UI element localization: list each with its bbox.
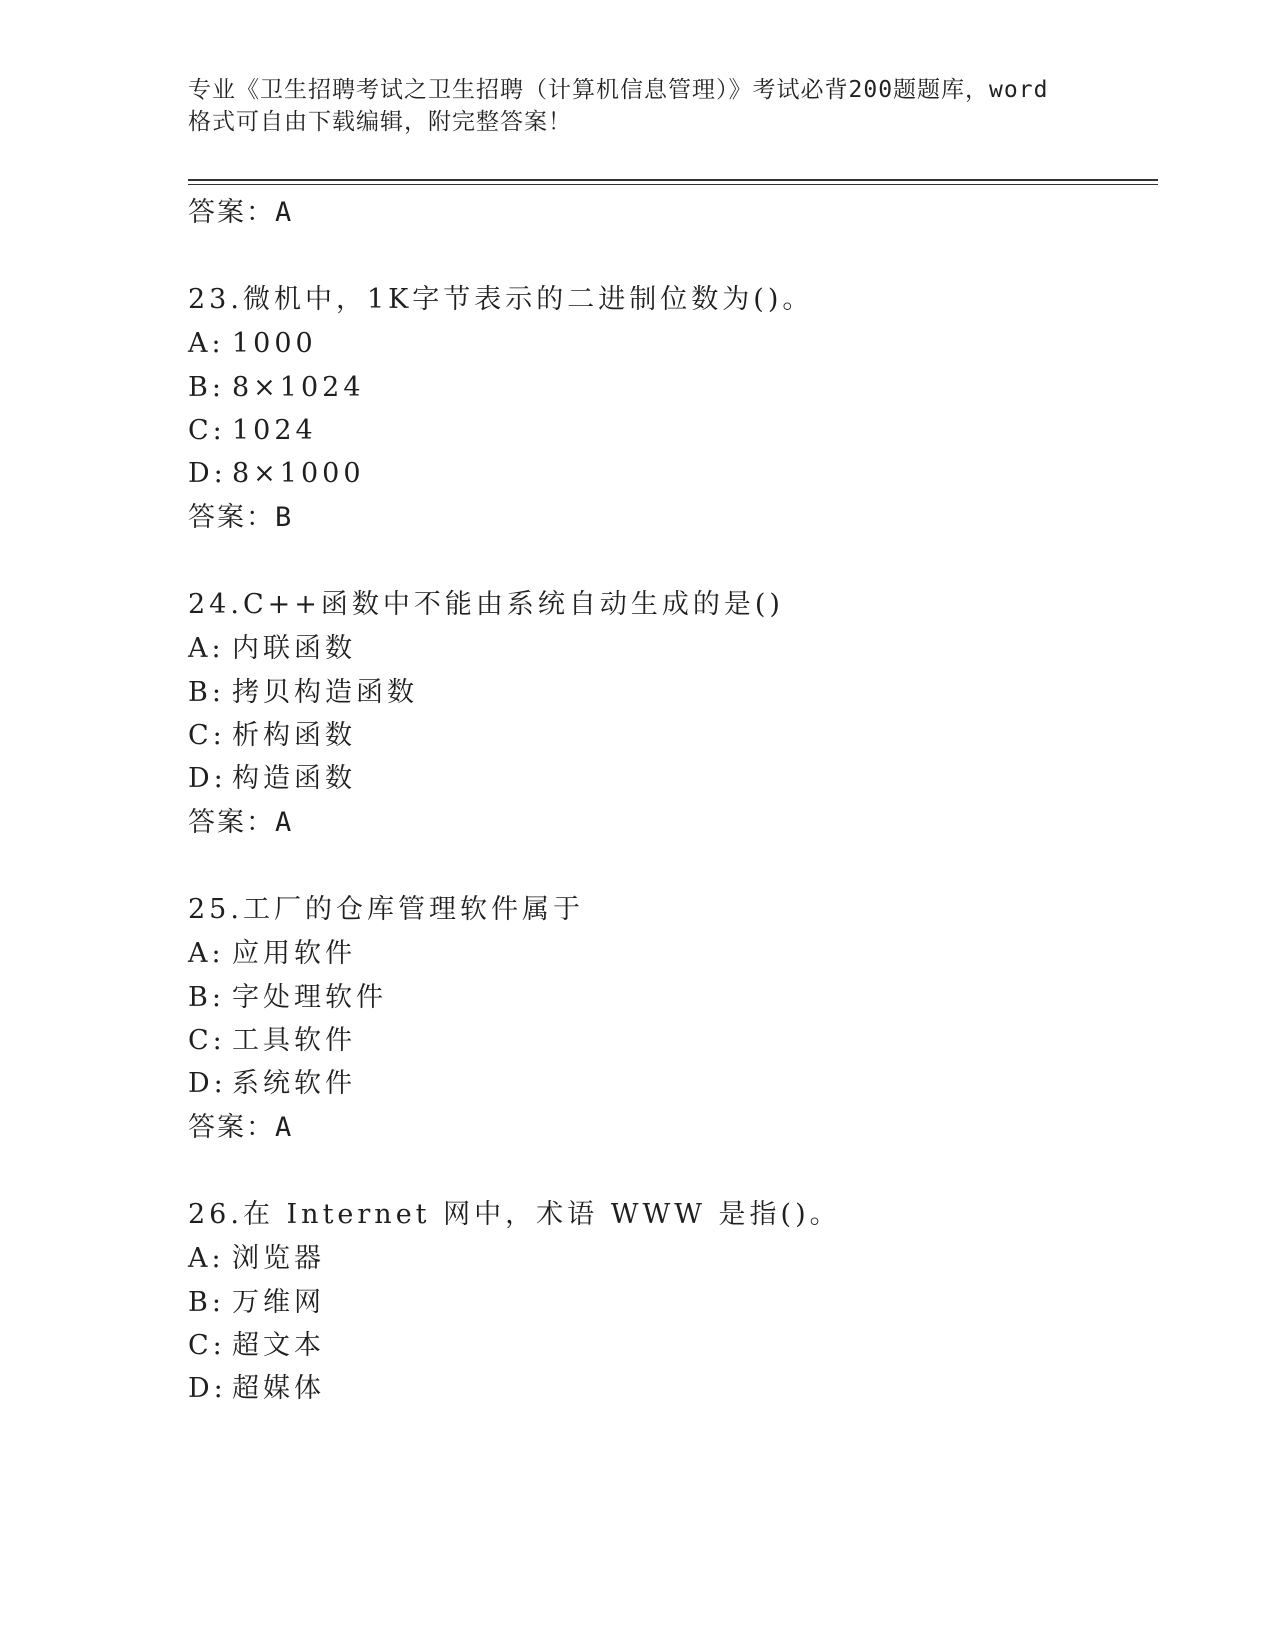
answer-line: 答案：A — [188, 807, 294, 838]
option-key: B: — [188, 982, 225, 1013]
header-divider-thick — [188, 179, 1158, 181]
option-text: 万维网 — [232, 1287, 325, 1318]
option-text: 拷贝构造函数 — [232, 677, 418, 708]
option-text: 应用软件 — [232, 938, 356, 969]
option-c — [188, 1024, 356, 1058]
option-a — [188, 1242, 325, 1276]
option-key: A: — [188, 328, 225, 359]
option-key: D: — [188, 1373, 227, 1404]
option-text: 字处理软件 — [232, 982, 387, 1013]
option-b — [188, 371, 365, 405]
option-d — [188, 1067, 356, 1101]
option-text: 构造函数 — [232, 763, 356, 794]
option-a — [188, 327, 317, 361]
option-a — [188, 937, 356, 971]
option-key: A: — [188, 938, 225, 969]
option-a — [188, 632, 356, 666]
option-text: 超文本 — [232, 1330, 325, 1361]
option-text: 析构函数 — [232, 720, 356, 751]
option-key: C: — [188, 415, 226, 446]
option-text: 工具软件 — [232, 1025, 356, 1056]
option-d — [188, 457, 365, 491]
option-d — [188, 762, 356, 796]
option-key: D: — [188, 1068, 227, 1099]
option-key: B: — [188, 372, 225, 403]
option-key: B: — [188, 1287, 225, 1318]
option-text: 8×1000 — [232, 458, 365, 489]
option-key: A: — [188, 633, 225, 664]
answer-line: 答案：A — [188, 1112, 294, 1143]
question-stem: 26.在 Internet 网中，术语 WWW 是指()。 — [188, 1199, 841, 1230]
option-b — [188, 676, 418, 710]
option-key: D: — [188, 763, 227, 794]
header-divider-thin — [188, 184, 1158, 185]
option-key: D: — [188, 458, 227, 489]
answer-line: 答案：B — [188, 502, 294, 533]
document-header — [188, 74, 1088, 138]
header-line-1: 专业《卫生招聘考试之卫生招聘（计算机信息管理）》考试必背200题题库，word — [188, 77, 1049, 103]
option-text: 8×1024 — [232, 372, 365, 403]
option-key: C: — [188, 1025, 226, 1056]
option-text: 内联函数 — [232, 633, 356, 664]
option-key: C: — [188, 720, 226, 751]
option-key: A: — [188, 1243, 225, 1274]
option-b — [188, 1286, 325, 1320]
option-key: B: — [188, 677, 225, 708]
header-line-2: 格式可自由下载编辑，附完整答案！ — [188, 109, 572, 135]
option-d — [188, 1372, 325, 1406]
option-text: 浏览器 — [232, 1243, 325, 1274]
question-stem: 23.微机中，1K字节表示的二进制位数为()。 — [188, 284, 814, 315]
answer-line: 答案：A — [188, 197, 294, 228]
question-stem: 25.工厂的仓库管理软件属于 — [188, 894, 584, 925]
option-text: 超媒体 — [232, 1373, 325, 1404]
option-key: C: — [188, 1330, 226, 1361]
question-stem: 24.C++函数中不能由系统自动生成的是() — [188, 589, 784, 620]
option-text: 1000 — [232, 328, 317, 359]
option-text: 系统软件 — [232, 1068, 356, 1099]
option-c — [188, 1329, 325, 1363]
option-b — [188, 981, 387, 1015]
option-c — [188, 719, 356, 753]
option-text: 1024 — [232, 415, 317, 446]
option-c — [188, 414, 317, 448]
